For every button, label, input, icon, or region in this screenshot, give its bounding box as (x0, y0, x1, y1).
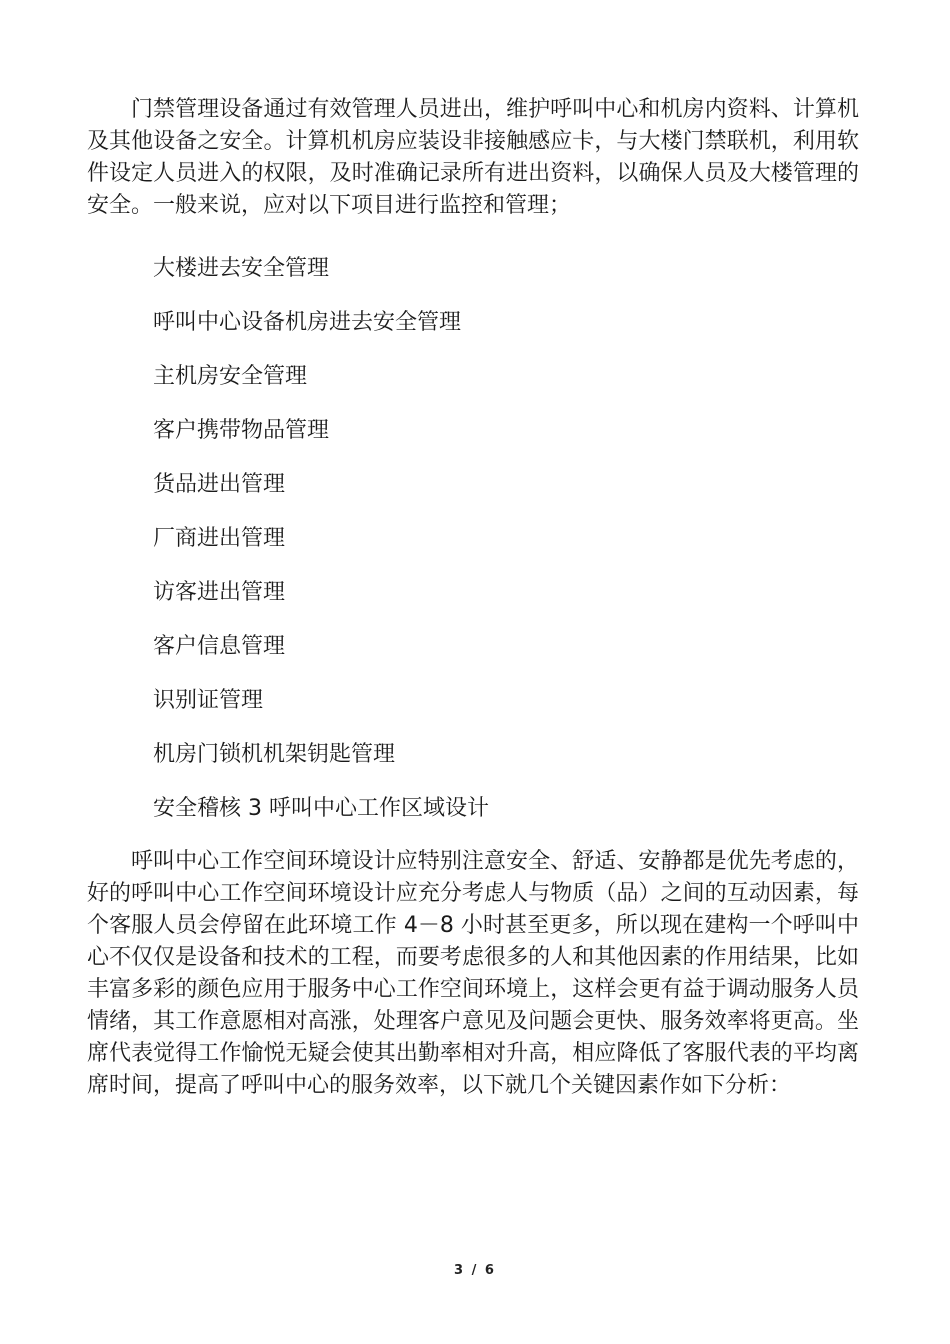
paragraph-access-control: 门禁管理设备通过有效管理人员进出，维护呼叫中心和机房内资料、计算机及其他设备之安全。计算机机房应装设非接触感应卡，与大楼门禁联机，利用软件设定人员进入的权限，及时准确记录所有进出资料，以确保人员及大楼管理的安全。一般来说，应对以下项目进行监控和管理； (87, 97, 859, 218)
managed-items-list (153, 250, 489, 844)
list-item: 客户信息管理 (153, 634, 286, 659)
list-item: 货品进出管理 (153, 472, 286, 497)
list-item: 机房门锁机机架钥匙管理 (153, 742, 396, 767)
list-item: 主机房安全管理 (153, 364, 308, 389)
list-item: 大楼进去安全管理 (153, 256, 330, 281)
list-item: 厂商进出管理 (153, 526, 286, 551)
list-item: 安全稽核 3 呼叫中心工作区域设计 (153, 796, 489, 821)
list-item: 客户携带物品管理 (153, 418, 330, 443)
list-item: 识别证管理 (153, 688, 264, 713)
page-number: 3 / 6 (454, 1263, 496, 1278)
list-item: 访客进出管理 (153, 580, 286, 605)
list-item: 呼叫中心设备机房进去安全管理 (153, 310, 462, 335)
paragraph-work-area-design: 呼叫中心工作空间环境设计应特别注意安全、舒适、安静都是优先考虑的，好的呼叫中心工作空间环境设计应充分考虑人与物质（品）之间的互动因素，每个客服人员会停留在此环境工作 4－8 小时甚至更多，所以现在建构一个呼叫中心不仅仅是设备和技术的工程，而要考虑很多的人和其他因素的作用结果，比如丰富多彩的颜色应用于服务中心工作空间环境上，这样会更有益于调动服务人员情绪，其工作意愿相对高涨，处理客户意见及问题会更快、服务效率将更高。坐席代表觉得工作愉悦无疑会使其出勤率相对升高，相应降低了客服代表的平均离席时间，提高了呼叫中心的服务效率，以下就几个关键因素作如下分析： (87, 849, 859, 1098)
